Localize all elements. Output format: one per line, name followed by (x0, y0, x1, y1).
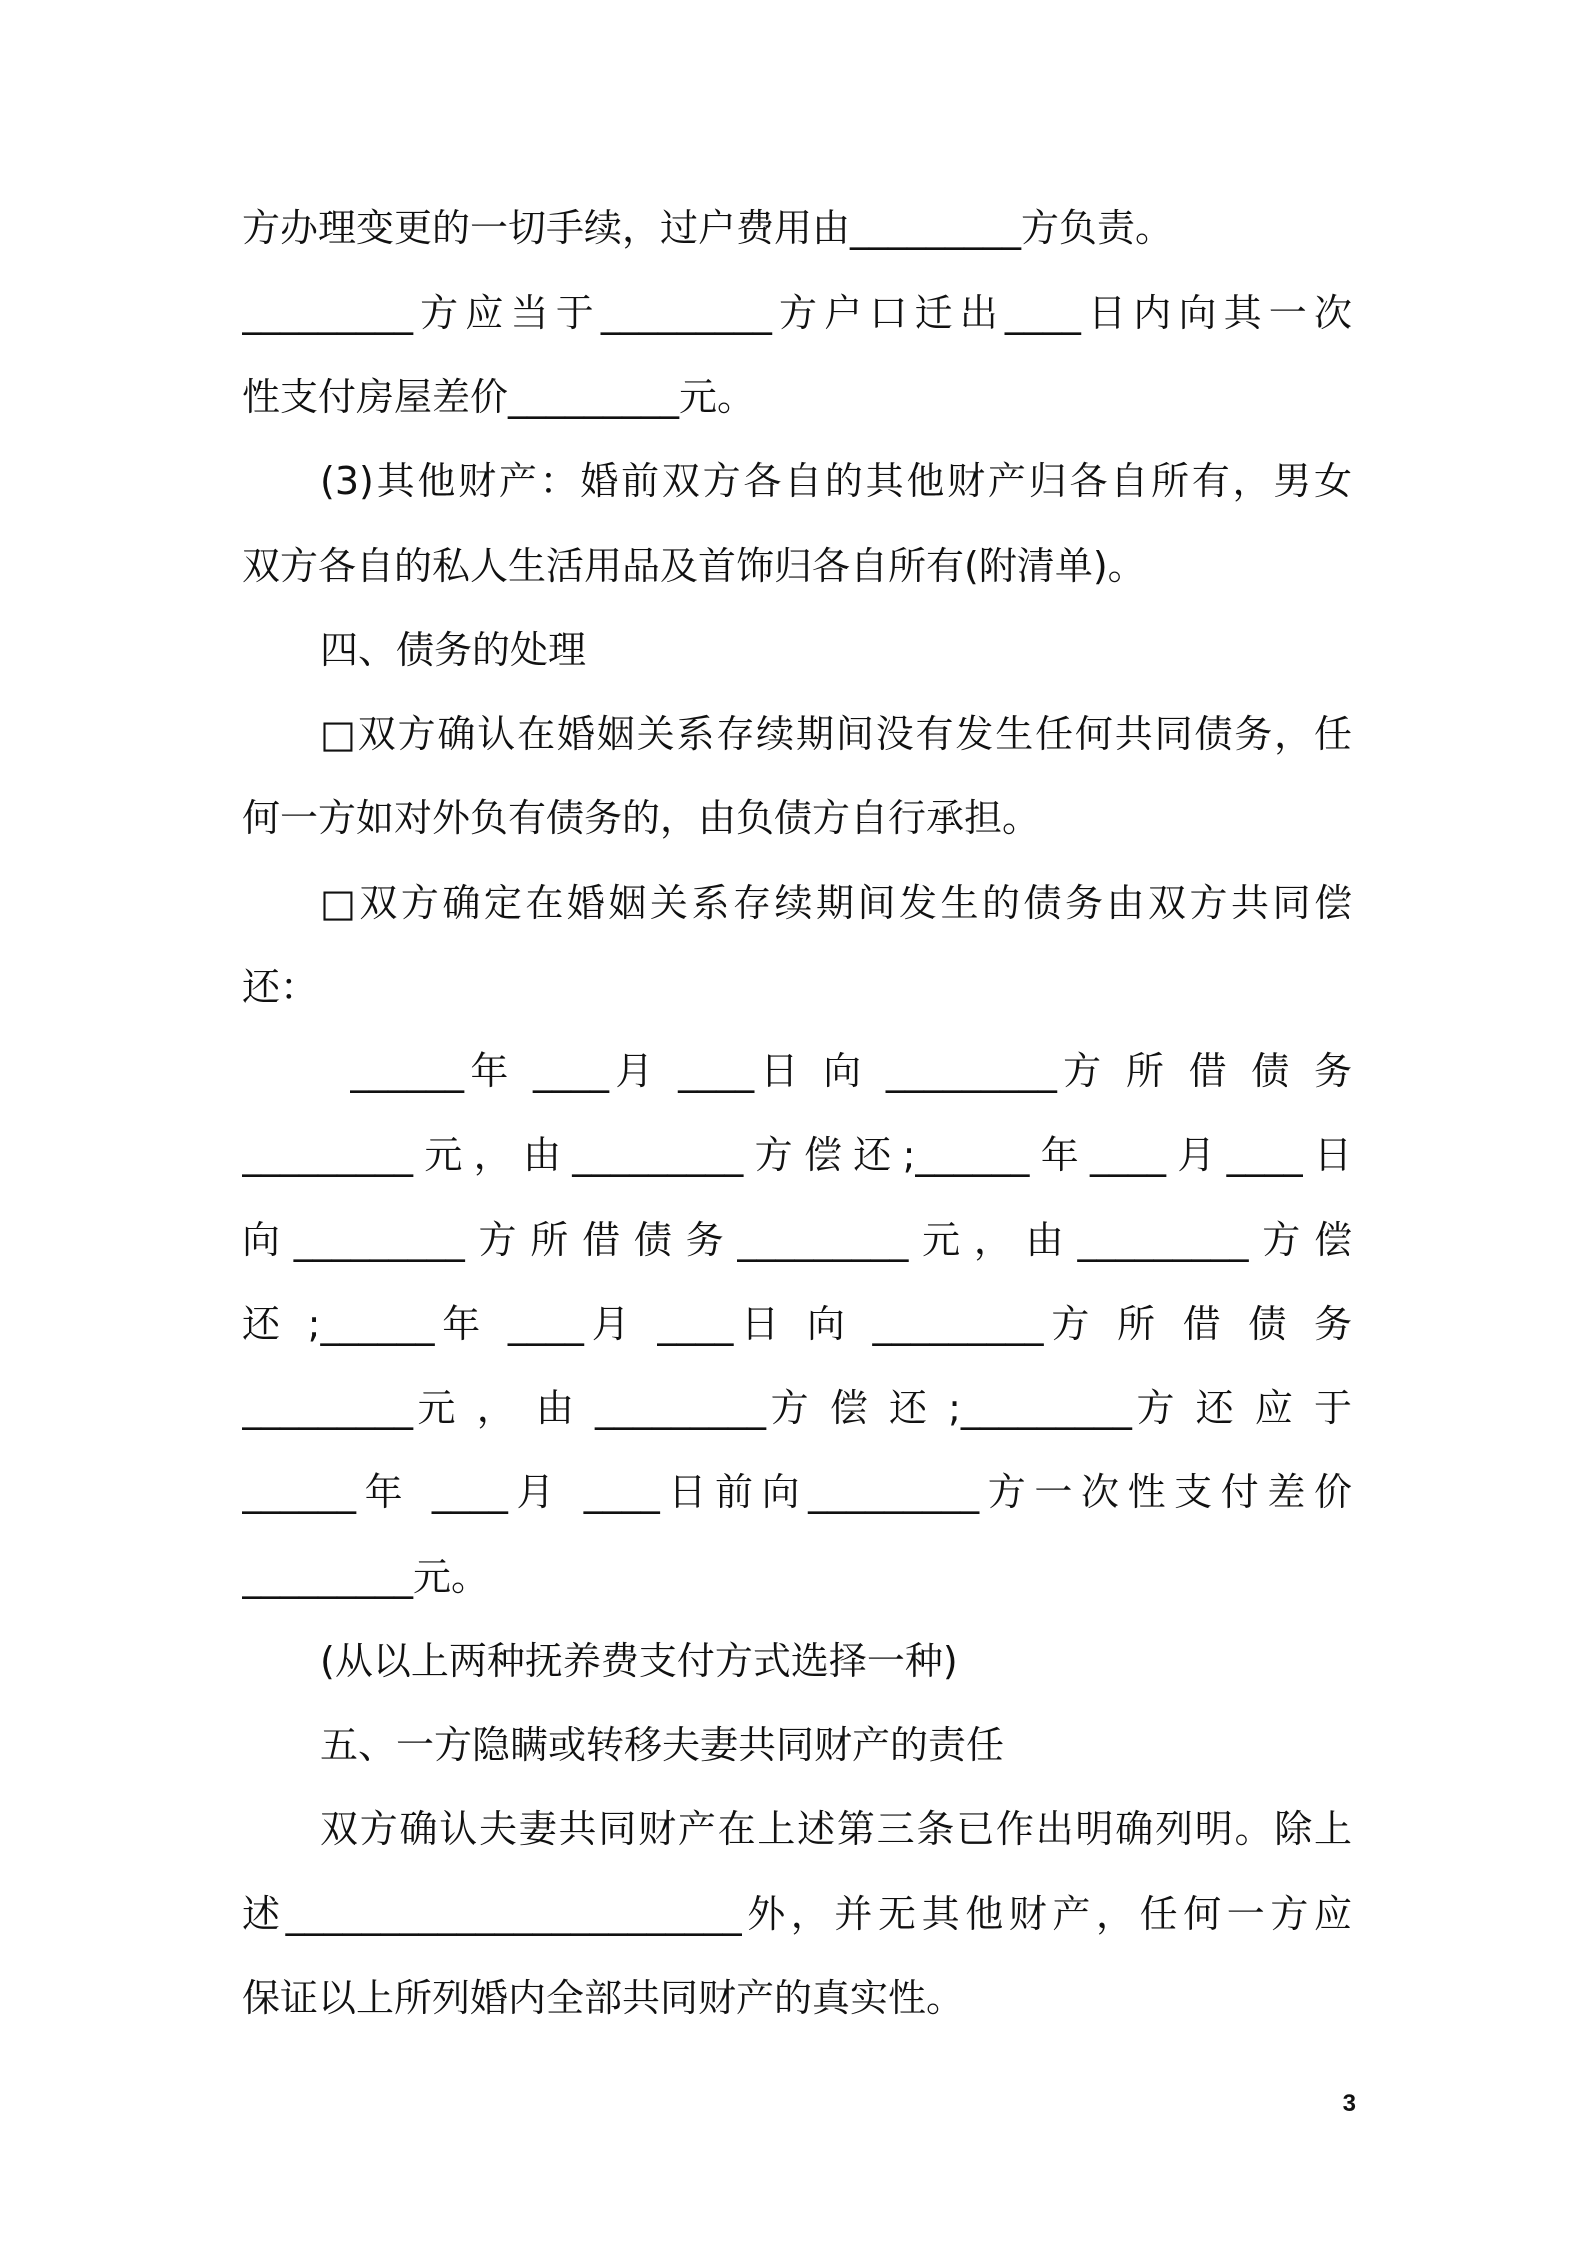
paragraph-confirmation: 双方确认夫妻共同财产在上述第三条已作出明确列明。除上 (320, 1807, 1352, 1851)
debt-detail-line: 还 ;______年 ____月 ____日 向 _________方 所 借 债 务 (242, 1302, 1352, 1346)
section-heading-concealment: 五、一方隐瞒或转移夫妻共同财产的责任 (320, 1723, 1005, 1767)
debt-detail-line: ______年 ____月 ____日前向_________方一次性支付差价 (242, 1470, 1352, 1514)
section-heading-debts: 四、债务的处理 (320, 628, 587, 672)
body-text-line: 述________________________外，并无其他财产，任何一方应 (242, 1892, 1352, 1936)
body-text-line: 还： (242, 965, 319, 1009)
body-text-line: 保证以上所列婚内全部共同财产的真实性。 (242, 1976, 965, 2020)
debt-detail-line: ______年 ____月 ____日 向 _________方 所 借 债 务 (350, 1049, 1352, 1093)
debt-detail-line: _________元 ， 由 _________方 偿 还 ;_________方 还 应 于 (242, 1386, 1352, 1430)
body-text-line: 何一方如对外负有债务的，由负债方自行承担。 (242, 796, 1041, 840)
body-text-line: 性支付房屋差价_________元。 (242, 375, 756, 419)
payment-method-note: (从以上两种抚养费支付方式选择一种) (320, 1639, 958, 1683)
checkbox-option-joint-debt: □双方确定在婚姻关系存续期间发生的债务由双方共同偿 (320, 881, 1352, 925)
debt-detail-line: _________元。 (242, 1555, 490, 1599)
body-text-line: _________方应当于_________方户口迁出____日内向其一次 (242, 291, 1352, 335)
page-number: 3 (1342, 2090, 1356, 2117)
debt-detail-line: _________元，由_________方偿还;______年____月____日 (242, 1133, 1352, 1177)
paragraph-other-property: (3)其他财产：婚前双方各自的其他财产归各自所有，男女 (320, 459, 1352, 503)
checkbox-option-no-debt: □双方确认在婚姻关系存续期间没有发生任何共同债务，任 (320, 712, 1352, 756)
debt-detail-line: 向_________方所借债务_________元，由_________方偿 (242, 1218, 1352, 1262)
body-text-line: 方办理变更的一切手续，过户费用由_________方负责。 (242, 206, 1174, 250)
body-text-line: 双方各自的私人生活用品及首饰归各自所有(附清单)。 (242, 544, 1146, 588)
